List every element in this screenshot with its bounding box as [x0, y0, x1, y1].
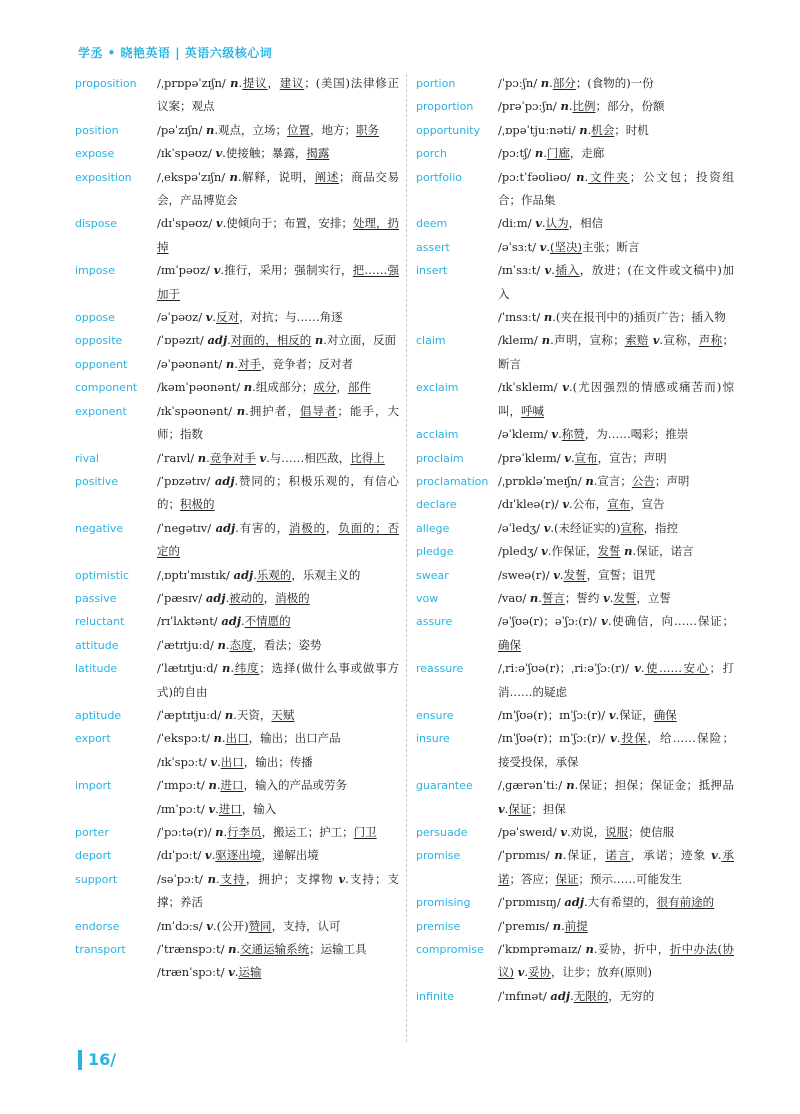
definition: /ˈætɪtjuːd/ n.态度，看法；姿势 [157, 637, 322, 652]
vocab-entry [416, 727, 734, 774]
vocab-entry [75, 517, 399, 564]
headword: positive [75, 474, 119, 488]
definition: /ˌɒpəˈtjuːnəti/ n.机会；时机 [498, 122, 649, 137]
headword: promising [416, 896, 471, 910]
vocab-entry [75, 844, 399, 867]
headword: rival [75, 451, 99, 465]
definition: /ˈɪnsɜːt/ n.(夹在报刊中的)插页广告；插入物 [498, 310, 726, 325]
headword: deem [416, 217, 448, 231]
vocab-entry [416, 844, 734, 891]
vocab-entry [416, 657, 734, 704]
headword: ensure [416, 708, 454, 722]
definition: /pɔːtˈfəʊliəʊ/ n.文件夹；公文包；投资组合；作品集 [498, 169, 735, 208]
vocab-entry [416, 142, 734, 165]
definition: /ˈpæsɪv/ adj.被动的，消极的 [157, 590, 310, 605]
definition: /ˈnegətɪv/ adj.有害的，消极的，负面的；否定的 [157, 520, 400, 559]
vocab-entry [416, 517, 734, 540]
definition: /ˈɪmpɔːt/ n.进口，输入的产品或劳务 [157, 778, 347, 793]
definition: /ɪmˈpəʊz/ v.推行，采用；强制实行，把……强加于 [157, 263, 400, 301]
definition: /əˈpəʊz/ v.反对，对抗；与……角逐 [157, 310, 343, 325]
definition: /pəˈzɪʃn/ n.观点，立场；位置，地方；职务 [157, 122, 380, 137]
definition: /ˌprɒkləˈmeɪʃn/ n.宣言；公告；声明 [498, 473, 690, 488]
vocab-entry [75, 470, 399, 517]
definition: /vaʊ/ n.誓言；誓约 v.发誓，立誓 [498, 590, 671, 605]
headword: proposition [75, 77, 137, 90]
headword: export [75, 732, 111, 746]
headword: persuade [416, 826, 468, 839]
headword: vow [416, 591, 439, 605]
vocab-entry [416, 329, 734, 376]
definition: /səˈpɔːt/ n.支持，拥护；支撑物 v.支持；支撑；养活 [157, 871, 400, 910]
definition: /ˈlætɪtjuːd/ n.纬度；选择(做什么事或做事方式)的自由 [157, 661, 399, 699]
headword: optimistic [75, 568, 130, 582]
headword: assert [416, 240, 450, 254]
headword: insure [416, 732, 450, 746]
headword: premise [416, 919, 461, 933]
vocab-entry [75, 610, 399, 633]
vocab-entry [416, 774, 734, 821]
definition: /ˌriːəˈʃʊə(r)；ˌriːəˈʃɔː(r)/ v.使……安心；打消……的疑虑 [498, 661, 735, 699]
vocab-entry [75, 961, 399, 984]
headword: allege [416, 521, 450, 535]
definition: /ɪmˈpɔːt/ v.进口，输入 [157, 801, 277, 816]
headword: deport [75, 849, 112, 863]
definition: /ˌɒptɪˈmɪstɪk/ adj.乐观的，乐观主义的 [157, 567, 361, 582]
headword: position [75, 123, 119, 137]
definition: /rɪˈlʌktənt/ adj.不情愿的 [157, 614, 291, 629]
headword: attitude [75, 638, 119, 652]
vocab-entry [416, 610, 734, 657]
headword: reassure [416, 662, 464, 676]
definition: /ˈɪnfɪnət/ adj.无限的，无穷的 [498, 988, 655, 1003]
definition: /ˈraɪvl/ n.竞争对手 v.与……相匹敌，比得上 [157, 450, 385, 465]
definition: /dɪˈkleə(r)/ v.公布，宣布，宣告 [498, 497, 665, 512]
vocab-entry [416, 891, 734, 914]
headword: swear [416, 568, 449, 582]
vocab-entry [416, 821, 734, 844]
vocab-entry [75, 72, 399, 119]
vocab-entry [75, 798, 399, 821]
headword: negative [75, 521, 124, 535]
vocab-entry [75, 212, 399, 259]
definition: /ɪkˈskleɪm/ v.(尤因强烈的情感或痛苦而)惊叫，呼喊 [498, 380, 734, 418]
definition: /ˈæptɪtjuːd/ n.天资，天赋 [157, 707, 295, 722]
headword: insert [416, 264, 448, 278]
vocab-entry [416, 587, 734, 610]
headword: aptitude [75, 708, 122, 722]
headword: declare [416, 498, 457, 512]
left-column [75, 72, 399, 985]
vocab-entry [75, 353, 399, 376]
vocab-entry [75, 727, 399, 750]
definition: /kleɪm/ n.声明，宣称；索赔 v.宣称，声称；断言 [498, 333, 735, 371]
headword: endorse [75, 919, 120, 933]
definition: /ˈkɒmprəmaɪz/ n.妥协，折中，折中办法(协议) v.妥协，让步；放弃(原则) [498, 942, 734, 980]
definition: /əˈkleɪm/ v.称赞，为……喝彩；推崇 [498, 427, 689, 442]
page-header: 学丞 • 晓艳英语 | 英语六级核心词 [78, 46, 273, 60]
headword: promise [416, 849, 461, 863]
vocab-entry [416, 376, 734, 423]
definition: /dɪˈpɔːt/ v.驱逐出境，递解出境 [157, 848, 319, 863]
definition: /ˈpɔːtə(r)/ n.行李员，搬运工；护工；门卫 [157, 825, 377, 839]
vocab-entry [75, 329, 399, 352]
vocab-entry [416, 564, 734, 587]
vocab-entry [75, 119, 399, 142]
definition: /ɪkˈspəʊz/ v.使接触；暴露，揭露 [157, 146, 330, 161]
definition: /ˈekspɔːt/ n.出口，输出；出口产品 [157, 731, 341, 746]
definition: /sweə(r)/ v.发誓，宣誓；诅咒 [498, 567, 656, 582]
vocab-entry [75, 938, 399, 961]
headword: compromise [416, 943, 484, 957]
headword: reluctant [75, 615, 125, 629]
vocab-entry [416, 493, 734, 516]
vocab-entry [75, 564, 399, 587]
definition: /əˈledʒ/ v.(未经证实的)宣称，指控 [498, 520, 679, 535]
definition: /pɔːtʃ/ n.门廊，走廊 [498, 146, 605, 161]
vocab-entry [75, 634, 399, 657]
definition: /ɪkˈspəʊnənt/ n.拥护者，倡导者；能手，大师；指数 [157, 403, 400, 442]
definition: /əˈpəʊnənt/ n.对手，竞争者；反对者 [157, 356, 353, 371]
vocab-entry [416, 540, 734, 563]
headword: portfolio [416, 170, 462, 184]
headword: dispose [75, 217, 117, 231]
vocab-entry [75, 868, 399, 915]
vocab-entry [75, 657, 399, 704]
vocab-entry [75, 774, 399, 797]
headword: porch [416, 147, 448, 161]
definition: /ˌekspəˈzɪʃn/ n.解释，说明，阐述；商品交易会，产品博览会 [157, 169, 399, 208]
headword: expose [75, 147, 115, 161]
vocab-entry [75, 166, 399, 213]
headword: acclaim [416, 428, 459, 442]
vocab-entry [416, 447, 734, 470]
headword: oppose [75, 311, 115, 325]
definition: /ɪkˈspɔːt/ v.出口，输出；传播 [157, 754, 313, 769]
definition: /ˈtrænspɔːt/ n.交通运输系统；运输工具 [157, 942, 367, 957]
definition: /pəˈsweɪd/ v.劝说，说服；使信服 [498, 825, 675, 839]
vocab-entry [416, 938, 734, 985]
definition: /əˈʃʊə(r)；əˈʃɔː(r)/ v.使确信，向……保证；确保 [498, 614, 735, 652]
definition: /ɪnˈdɔːs/ v.(公开)赞同，支持，认可 [157, 918, 341, 933]
definition: /ˈprɒmɪsɪŋ/ adj.大有希望的，很有前途的 [498, 895, 715, 910]
vocab-entry [416, 423, 734, 446]
vocab-entry [75, 704, 399, 727]
vocab-entry [75, 821, 399, 844]
headword: opposite [75, 334, 123, 348]
vocab-entry [416, 72, 734, 95]
headword: exposition [75, 170, 132, 184]
vocab-entry [416, 236, 734, 259]
headword: impose [75, 264, 115, 278]
headword: transport [75, 943, 126, 957]
vocab-entry [416, 704, 734, 727]
headword: proclaim [416, 451, 464, 465]
definition: /əˈsɜːt/ v.(坚决)主张；断言 [498, 239, 640, 254]
vocab-entry [75, 306, 399, 329]
headword: claim [416, 334, 446, 348]
definition: /diːm/ v.认为，相信 [498, 216, 604, 231]
vocab-entry [75, 915, 399, 938]
headword: component [75, 381, 138, 395]
headword: porter [75, 826, 109, 839]
vocab-entry [75, 751, 399, 774]
column-divider [406, 74, 407, 1042]
definition: /ˈprɒmɪs/ n.保证，诺言，承诺；迹象 v.承诺；答应；保证；预示……可能发生 [498, 848, 735, 886]
definition: /prəˈkleɪm/ v.宣布，宣告；声明 [498, 450, 667, 465]
vocab-entry [75, 447, 399, 470]
definition: /ɪnˈʃʊə(r)；ɪnˈʃɔː(r)/ v.投保，给……保险；接受投保，承保 [498, 731, 735, 769]
headword: opportunity [416, 123, 481, 137]
headword: pledge [416, 545, 454, 559]
vocab-entry [416, 985, 734, 1008]
vocab-entry [416, 470, 734, 493]
headword: opponent [75, 357, 128, 371]
headword: latitude [75, 662, 118, 676]
headword: exponent [75, 404, 127, 418]
headword: assure [416, 615, 453, 629]
vocab-entry [416, 915, 734, 938]
definition: /ˌɡærənˈtiː/ n.保证；担保；保证金；抵押品 v.保证；担保 [498, 778, 734, 816]
definition: /kəmˈpəʊnənt/ n.组成部分；成分，部件 [157, 380, 371, 395]
definition: /pledʒ/ v.作保证，发誓 n.保证，诺言 [498, 544, 694, 559]
headword: support [75, 872, 118, 886]
vocab-entry [416, 259, 734, 306]
vocab-entry [416, 212, 734, 235]
vocab-entry [416, 95, 734, 118]
vocab-entry [75, 376, 399, 399]
definition: /ˌprɒpəˈzɪʃn/ n.提议，建议；(美国)法律修正议案；观点 [157, 76, 400, 114]
definition: /trænˈspɔːt/ v.运输 [157, 965, 262, 980]
vocab-entry [416, 119, 734, 142]
headword: portion [416, 77, 456, 90]
definition: /ɪnˈʃʊə(r)；ɪnˈʃɔː(r)/ v.保证，确保 [498, 707, 677, 722]
definition: /ɪnˈsɜːt/ v.插入，放进；(在文件或文稿中)加入 [498, 263, 734, 301]
vocab-entry [75, 259, 399, 306]
headword: infinite [416, 989, 455, 1003]
headword: guarantee [416, 779, 473, 793]
vocab-entry [416, 306, 734, 329]
page-number: 16/ [78, 1050, 116, 1070]
vocab-entry [75, 400, 399, 447]
headword: passive [75, 591, 117, 605]
definition: /prəˈpɔːʃn/ n.比例；部分，份额 [498, 99, 665, 114]
vocab-entry [75, 142, 399, 165]
definition: /ˈpɔːʃn/ n.部分；(食物的)一份 [498, 76, 654, 90]
headword: import [75, 779, 112, 793]
headword: proclamation [416, 474, 489, 488]
vocab-entry [75, 587, 399, 610]
headword: exclaim [416, 381, 459, 395]
definition: /ˈpremɪs/ n.前提 [498, 918, 588, 933]
definition: /ˈɒpəzɪt/ adj.对面的，相反的 n.对立面，反面 [157, 333, 396, 348]
definition: /dɪˈspəʊz/ v.使倾向于；布置，安排；处理，扔掉 [157, 216, 400, 254]
right-column [416, 72, 734, 1008]
definition: /ˈpɒzətɪv/ adj.赞同的；积极乐观的，有信心的；积极的 [157, 473, 399, 512]
headword: proportion [416, 100, 474, 114]
vocab-entry [416, 166, 734, 213]
